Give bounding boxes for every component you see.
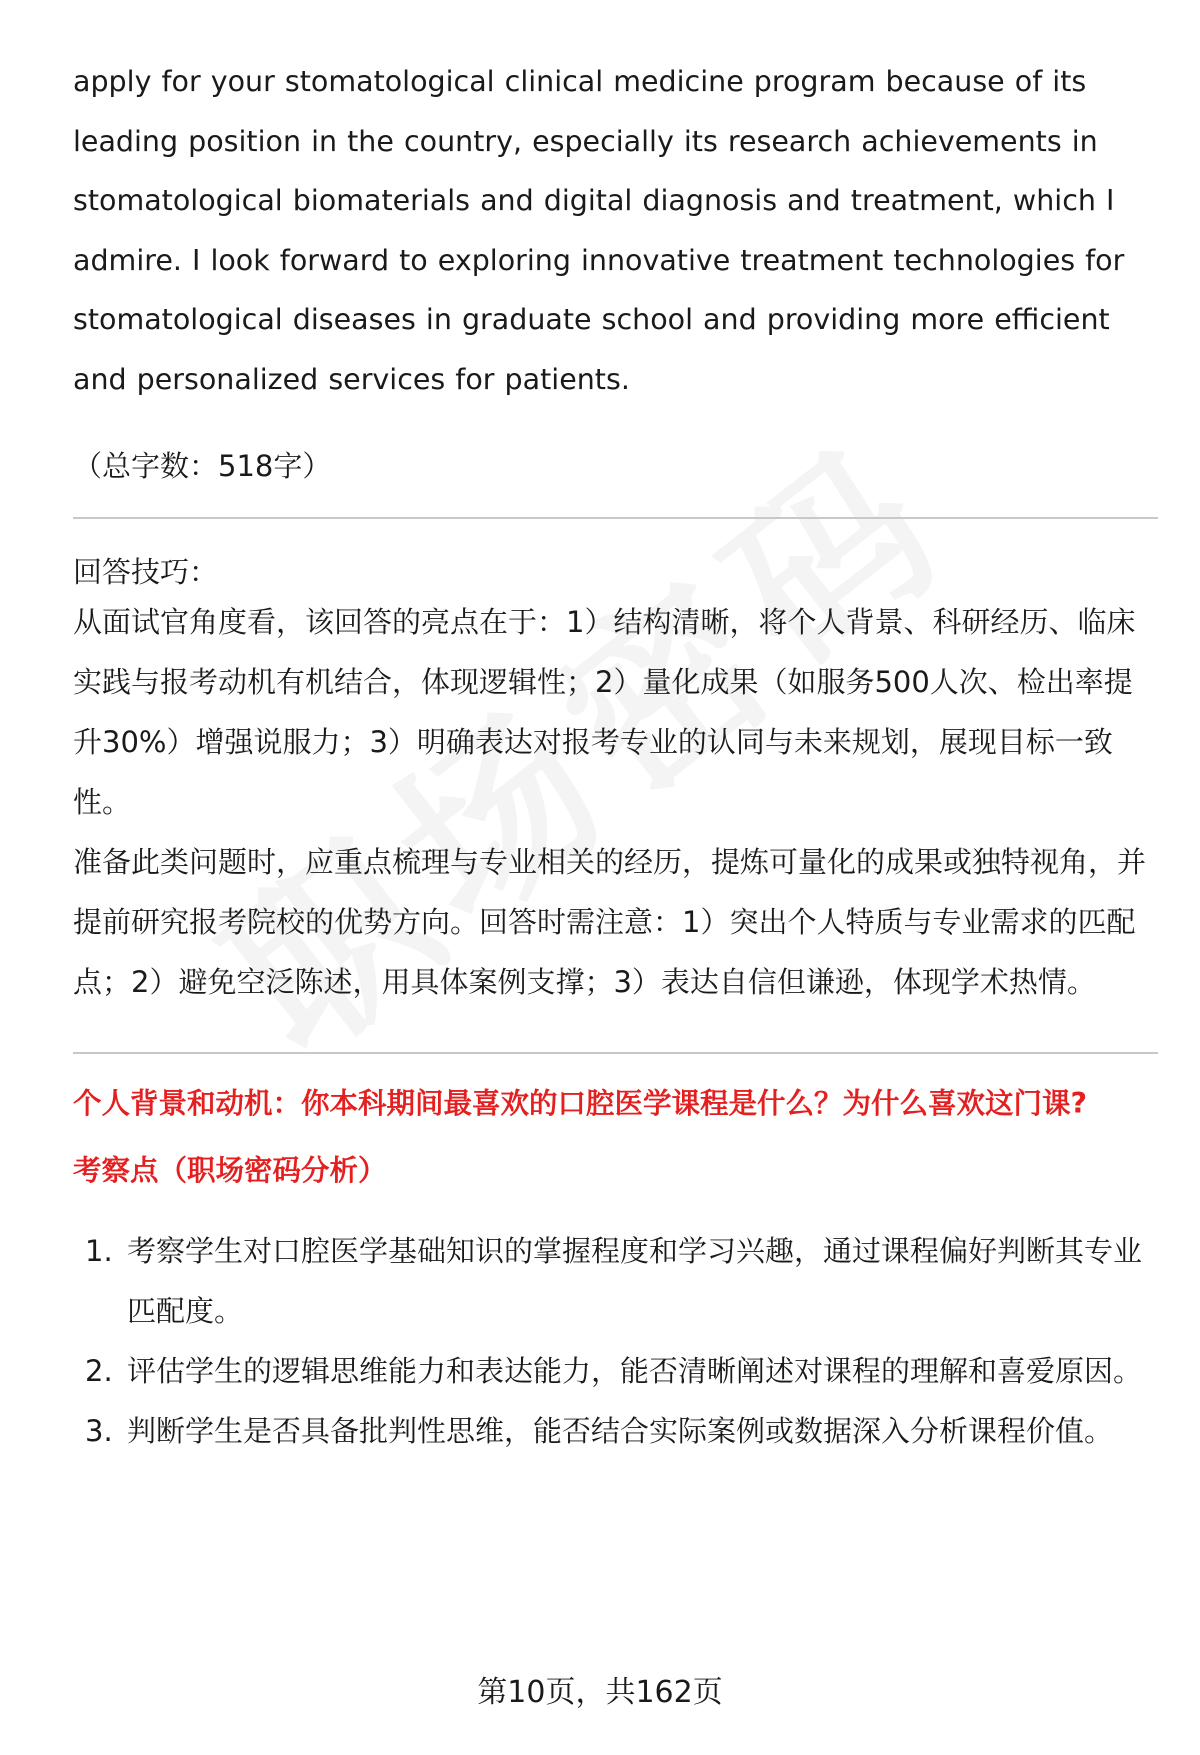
list-item-text: 考察学生对口腔医学基础知识的掌握程度和学习兴趣，通过课程偏好判断其专业匹配度。	[127, 1234, 1143, 1328]
list-item-number: 1.	[85, 1234, 113, 1268]
tips-title: 回答技巧：	[73, 555, 219, 589]
word-count: （总字数：518字）	[73, 449, 332, 483]
tips-paragraph: 从面试官角度看，该回答的亮点在于：1）结构清晰，将个人背景、科研经历、临床实践与报考动机有机结合，体现逻辑性；2）量化成果（如服务500人次、检出率提升30%）增强说服力；3）明确表达对报考专业的认同与未来规划，展现目标一致性。	[73, 605, 1136, 819]
list-item-number: 2.	[85, 1354, 113, 1388]
list-item	[73, 1221, 1158, 1341]
intro-paragraph: apply for your stomatological clinical medicine program because of its leading position in the country, especially its research achievements in stomatological biomaterials and digital diagnosis and treatment, which I admire. I look forward to exploring innovative treatment technologies for stomatological diseases in graduate school and providing more efficient and personalized services for patients.	[73, 65, 1125, 396]
list-item-text: 判断学生是否具备批判性思维，能否结合实际案例或数据深入分析课程价值。	[127, 1414, 1114, 1448]
list-item-number: 3.	[85, 1414, 113, 1448]
list-item	[73, 1341, 1158, 1401]
focus-points-list	[73, 1221, 1158, 1461]
divider	[73, 517, 1158, 519]
page-content	[73, 52, 1158, 1461]
question-heading: 个人背景和动机：你本科期间最喜欢的口腔医学课程是什么？为什么喜欢这门课?	[73, 1087, 1088, 1120]
list-item-text: 评估学生的逻辑思维能力和表达能力，能否清晰阐述对课程的理解和喜爱原因。	[127, 1354, 1143, 1388]
tips-paragraph: 准备此类问题时，应重点梳理与专业相关的经历，提炼可量化的成果或独特视角，并提前研究报考院校的优势方向。回答时需注意：1）突出个人特质与专业需求的匹配点；2）避免空泛陈述，用具体案例支撑；3）表达自信但谦逊，体现学术热情。	[73, 845, 1147, 999]
list-item	[73, 1401, 1158, 1461]
page-number: 第10页，共162页	[477, 1675, 723, 1710]
focus-heading: 考察点（职场密码分析）	[73, 1154, 387, 1187]
divider	[73, 1052, 1158, 1054]
